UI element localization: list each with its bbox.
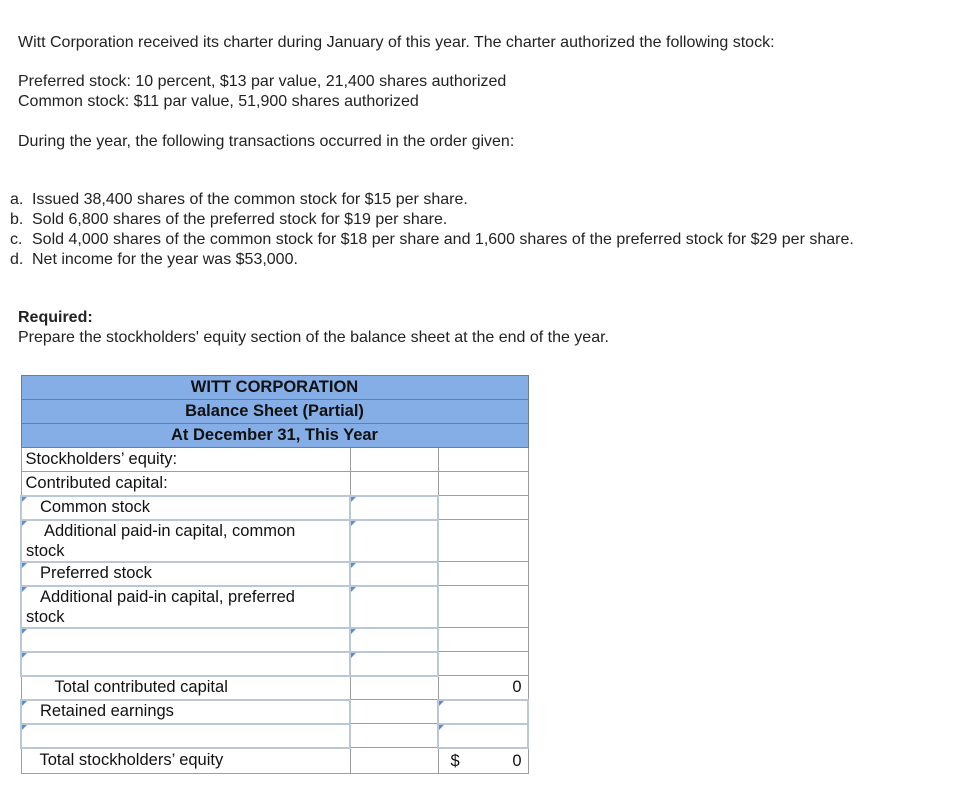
empty-cell [350, 724, 438, 748]
blank-amount-input[interactable] [350, 628, 438, 652]
empty-cell [438, 448, 528, 472]
common-stock-terms: Common stock: $11 par value, 51,900 shares authorized [18, 93, 419, 110]
total-stockholders-equity-cell [438, 748, 528, 774]
list-item [10, 190, 854, 210]
statement-date-header: At December 31, This Year [21, 424, 528, 448]
list-item [10, 250, 854, 270]
apic-preferred-label-input[interactable] [21, 586, 350, 628]
empty-cell [438, 562, 528, 586]
total-stockholders-equity-label: Total stockholders’ equity [21, 748, 350, 774]
empty-cell [438, 520, 528, 562]
statement-title-header: Balance Sheet (Partial) [21, 400, 528, 424]
empty-cell [438, 496, 528, 520]
apic-common-label-input[interactable] [21, 520, 350, 562]
list-marker: d. [10, 251, 24, 268]
common-stock-label-input[interactable]: Common stock [21, 496, 350, 520]
empty-cell [350, 676, 438, 700]
empty-cell [438, 652, 528, 676]
total-contributed-capital-value: 0 [438, 676, 528, 700]
currency-symbol: $ [450, 752, 460, 770]
apic-preferred-amount-input[interactable] [350, 586, 438, 628]
empty-cell [438, 586, 528, 628]
total-stockholders-equity-value: 0 [512, 752, 522, 770]
blank-label-input[interactable] [21, 628, 350, 652]
apic-common-line1: Additional paid-in capital, common [44, 521, 296, 540]
blank-amount-input[interactable] [438, 724, 528, 748]
preferred-stock-amount-input[interactable] [350, 562, 438, 586]
list-item [10, 210, 854, 230]
balance-sheet-table [20, 375, 529, 774]
retained-earnings-label-input[interactable]: Retained earnings [21, 700, 350, 724]
required-label: Required: [18, 309, 93, 326]
blank-amount-input[interactable] [350, 652, 438, 676]
empty-cell [438, 628, 528, 652]
preferred-stock-terms: Preferred stock: 10 percent, $13 par value, 21,400 shares authorized [18, 73, 507, 90]
contributed-capital-label: Contributed capital: [21, 472, 350, 496]
total-contributed-capital-label: Total contributed capital [21, 676, 350, 700]
retained-earnings-amount-input[interactable] [438, 700, 528, 724]
empty-cell [350, 448, 438, 472]
list-text: Sold 4,000 shares of the common stock for $18 per share and 1,600 shares of the preferred stock for $29 per share. [32, 231, 854, 248]
required-text: Prepare the stockholders' equity section of the balance sheet at the end of the year. [18, 329, 609, 346]
empty-cell [350, 472, 438, 496]
blank-label-input[interactable] [21, 652, 350, 676]
list-marker: b. [10, 211, 24, 228]
apic-preferred-line1: Additional paid-in capital, preferred [40, 587, 295, 606]
empty-cell [350, 700, 438, 724]
preferred-stock-label-input[interactable]: Preferred stock [21, 562, 350, 586]
empty-cell [438, 472, 528, 496]
transactions-list [10, 190, 854, 270]
company-name-header: WITT CORPORATION [21, 376, 528, 400]
empty-cell [350, 748, 438, 774]
list-marker: a. [10, 191, 24, 208]
common-stock-amount-input[interactable] [350, 496, 438, 520]
blank-label-input[interactable] [21, 724, 350, 748]
apic-common-line2: stock [26, 541, 65, 560]
list-text: Sold 6,800 shares of the preferred stock for $19 per share. [32, 211, 448, 228]
list-text: Issued 38,400 shares of the common stock for $15 per share. [32, 191, 468, 208]
list-text: Net income for the year was $53,000. [32, 251, 298, 268]
apic-preferred-line2: stock [26, 607, 65, 626]
apic-common-amount-input[interactable] [350, 520, 438, 562]
transactions-intro: During the year, the following transactions occurred in the order given: [18, 133, 515, 150]
intro-text: Witt Corporation received its charter during January of this year. The charter authorized the following stock: [18, 34, 775, 51]
list-marker: c. [10, 231, 23, 248]
stockholders-equity-label: Stockholders’ equity: [21, 448, 350, 472]
list-item [10, 230, 854, 250]
